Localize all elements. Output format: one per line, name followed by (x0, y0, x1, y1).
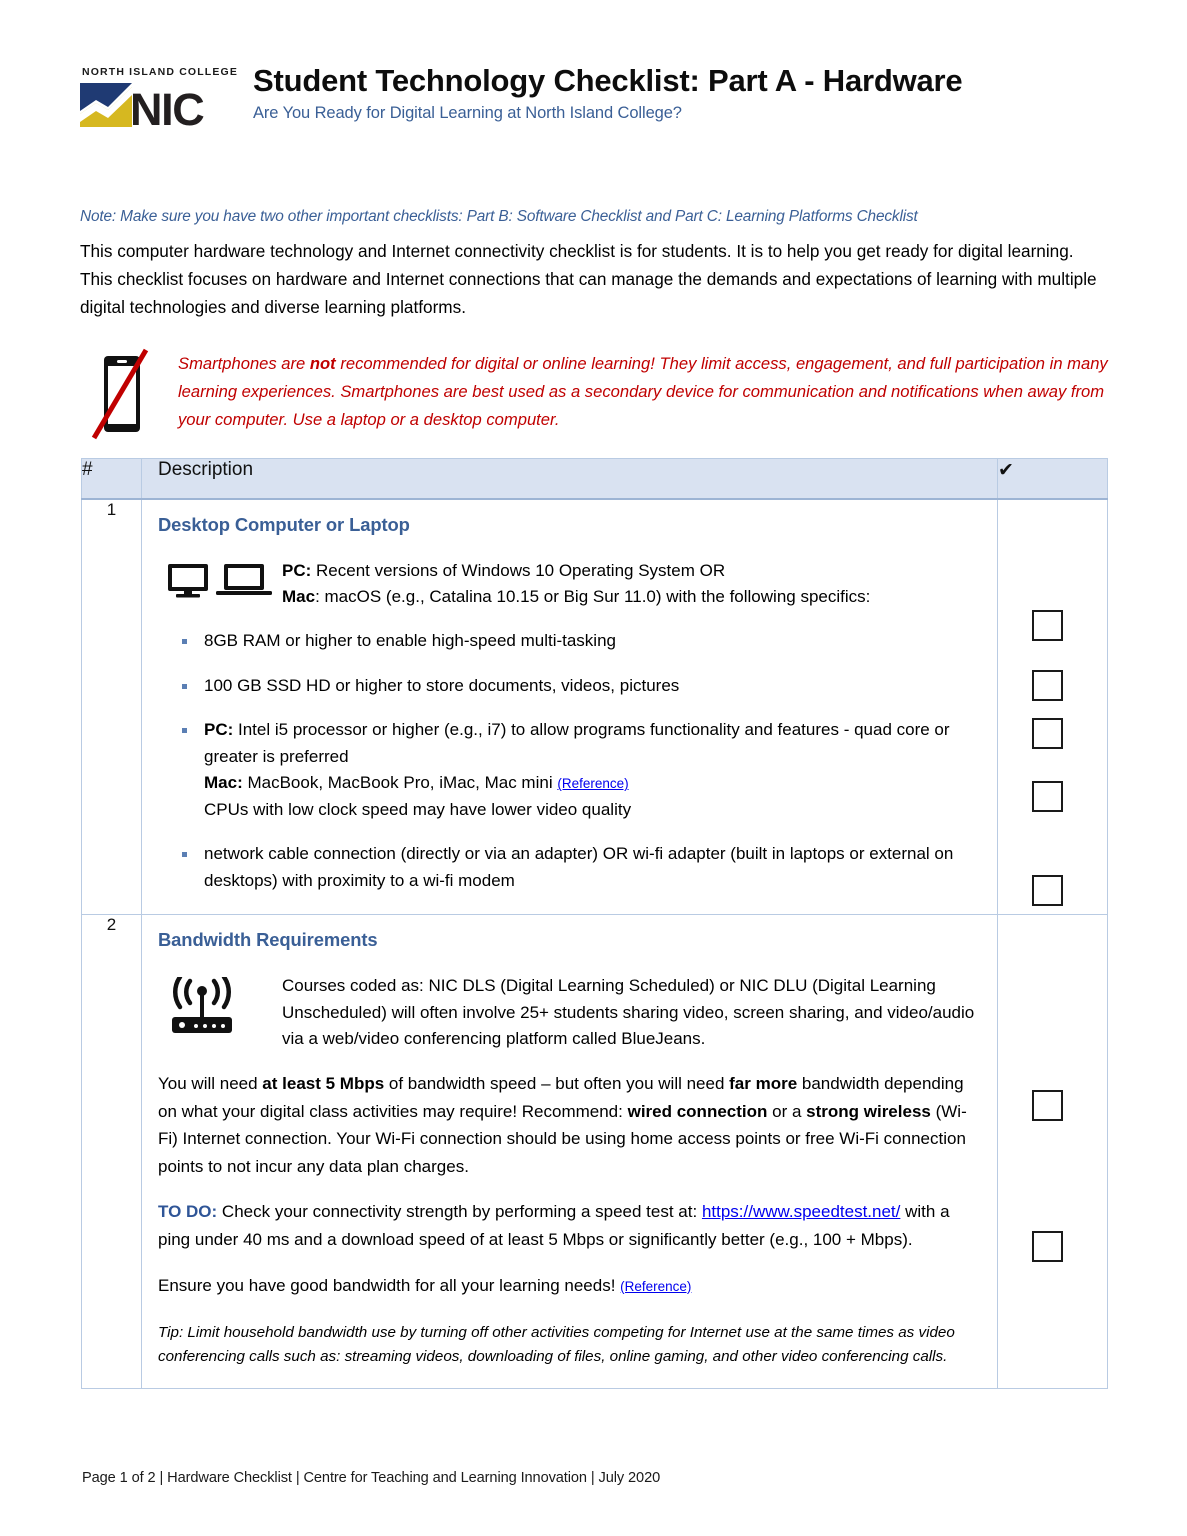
bullet-text: 8GB RAM or higher to enable high-speed multi-tasking (204, 631, 616, 651)
bullet-pc-label: PC: (204, 720, 234, 740)
warning-text-b: recommended for digital or online learning! They limit access, engagement, and full participation in many learning experiences. Smartphones are best used as a secondary device for communication and notifications when away from your computer. Use a laptop or a desktop computer. (178, 354, 1108, 429)
reference-link[interactable]: (Reference) (620, 1278, 692, 1294)
bw-e: or a (767, 1101, 807, 1121)
ensure-bandwidth-paragraph (158, 1272, 981, 1300)
bw-far-more: far more (729, 1074, 798, 1094)
row-number: 1 (82, 499, 142, 915)
logo-lockup (78, 81, 233, 135)
document-header (78, 58, 1108, 135)
bw-strong-wireless: strong wireless (806, 1101, 931, 1121)
checkbox[interactable] (1032, 875, 1063, 906)
warning-text (166, 348, 1108, 434)
section-heading: Bandwidth Requirements (158, 929, 378, 951)
mac-label: Mac (282, 586, 316, 606)
smartphone-warning (88, 348, 1108, 440)
page-subtitle: Are You Ready for Digital Learning at North Island College? (253, 104, 682, 123)
speedtest-link[interactable]: https://www.speedtest.net/ (701, 1202, 901, 1222)
page-title: Student Technology Checklist: Part A - Hardware (253, 63, 963, 98)
column-header-description: Description (142, 459, 998, 499)
bw-c: of bandwidth speed – but often you will need (384, 1074, 730, 1094)
checklist-table (81, 458, 1108, 1389)
todo-a: Check your connectivity strength by performing a speed test at: (217, 1202, 702, 1222)
table-row (82, 915, 1108, 1388)
os-requirement-block (158, 558, 981, 611)
no-smartphone-icon (88, 348, 166, 440)
bullet-pc-text: Intel i5 processor or higher (e.g., i7) to allow programs functionality and features - quad core or greater is preferred (204, 720, 950, 766)
column-header-number: # (82, 459, 142, 499)
row-checkbox-cell (998, 499, 1108, 915)
checkbox[interactable] (1032, 670, 1063, 701)
logo-institution-name: NORTH ISLAND COLLEGE (82, 66, 238, 78)
table-row (82, 499, 1108, 915)
list-item (204, 628, 981, 655)
laptop-icon (216, 564, 272, 595)
bw-d: bandwidth depending on what your digital class activities may require! Recommend: (158, 1074, 964, 1121)
pc-requirement: Recent versions of Windows 10 Operating System OR (311, 560, 726, 580)
todo-label: TO DO: (158, 1202, 218, 1222)
list-item (204, 673, 981, 700)
mac-requirement: : macOS (e.g., Catalina 10.15 or Big Sur 11.0) with the following specifics: (315, 586, 871, 606)
bullet-mac-text: MacBook, MacBook Pro, iMac, Mac mini (242, 773, 558, 793)
intro-paragraph: This computer hardware technology and Internet connectivity checklist is for students. It is to help you get ready for digital learning. This checklist focuses on hardware and Internet connections that can manage the demands and expectations of learning with multiple digital technologies and diverse learning platforms. (80, 241, 1097, 317)
nic-logo (78, 58, 238, 135)
column-header-check: ✔ (998, 459, 1108, 499)
logo-wordmark: NIC (130, 83, 204, 135)
bullet-cpu-note: CPUs with low clock speed may have lower video quality (204, 799, 632, 819)
list-item (204, 717, 981, 823)
bandwidth-intro-text: Courses coded as: NIC DLS (Digital Learning Scheduled) or NIC DLU (Digital Learning Unscheduled) will often involve 25+ students sharing video, screen sharing, and video/audio via a web/video conferencing platform called BlueJeans. (282, 976, 975, 1048)
row-checkbox-cell (998, 915, 1108, 1388)
ensure-text: Ensure you have good bandwidth for all your learning needs! (158, 1275, 621, 1295)
bullet-text: network cable connection (directly or via an adapter) OR wi-fi adapter (built in laptops or external on desktops) with proximity to a wi-fi modem (204, 844, 954, 890)
bullet-mac-label: Mac: (204, 773, 243, 793)
row-number: 2 (82, 915, 142, 1388)
computer-icons (158, 558, 282, 603)
hardware-bullet-list (158, 628, 981, 894)
checkbox[interactable] (1032, 1090, 1063, 1121)
warning-text-bold: not (309, 354, 336, 373)
warning-text-a: Smartphones are (178, 354, 310, 373)
checkbox[interactable] (1032, 781, 1063, 812)
todo-paragraph (158, 1198, 981, 1253)
nic-mountain-mark-icon (78, 81, 134, 129)
reference-link[interactable]: (Reference) (557, 776, 629, 792)
checkbox[interactable] (1032, 1231, 1063, 1262)
bandwidth-speed-paragraph (158, 1070, 981, 1180)
todo-b: with a ping under 40 ms and a download speed of at least 5 Mbps or significantly better (e.g., 100 + Mbps). (158, 1202, 950, 1249)
table-header-row (82, 459, 1108, 499)
bw-wired-connection: wired connection (627, 1101, 768, 1121)
bullet-text: 100 GB SSD HD or higher to store documents, videos, pictures (204, 675, 680, 695)
wifi-router-icon (166, 977, 242, 1035)
desktop-monitor-icon (168, 564, 208, 598)
bw-f: (Wi-Fi) Internet connection. Your Wi-Fi connection should be using home access points or free Wi-Fi connection points to not incur any data plan charges. (158, 1101, 967, 1176)
title-block (233, 58, 962, 123)
bw-a: You will need (158, 1074, 263, 1094)
note-line: Note: Make sure you have two other important checklists: Part B: Software Checklist and Part C: Learning Platforms Checklist (80, 208, 918, 225)
router-icon-wrap (158, 973, 282, 1040)
section-heading: Desktop Computer or Laptop (158, 513, 410, 535)
os-requirement-text (282, 558, 870, 611)
bw-at-least-5-mbps: at least 5 Mbps (262, 1074, 385, 1094)
pc-label: PC: (282, 560, 312, 580)
page-footer: Page 1 of 2 | Hardware Checklist | Centre for Teaching and Learning Innovation | July 2020 (82, 1470, 661, 1486)
checkbox[interactable] (1032, 718, 1063, 749)
desktop-and-laptop-icons (166, 562, 274, 598)
checkbox[interactable] (1032, 610, 1063, 641)
row-description (142, 499, 998, 915)
bandwidth-tip: Tip: Limit household bandwidth use by turning off other activities competing for Internet use at the same times as video conferencing calls such as: streaming videos, downloading of files, online gaming, and other video conferencing calls. (158, 1324, 955, 1366)
bandwidth-intro-block (158, 973, 981, 1052)
list-item (204, 841, 981, 894)
row-description (142, 915, 998, 1388)
